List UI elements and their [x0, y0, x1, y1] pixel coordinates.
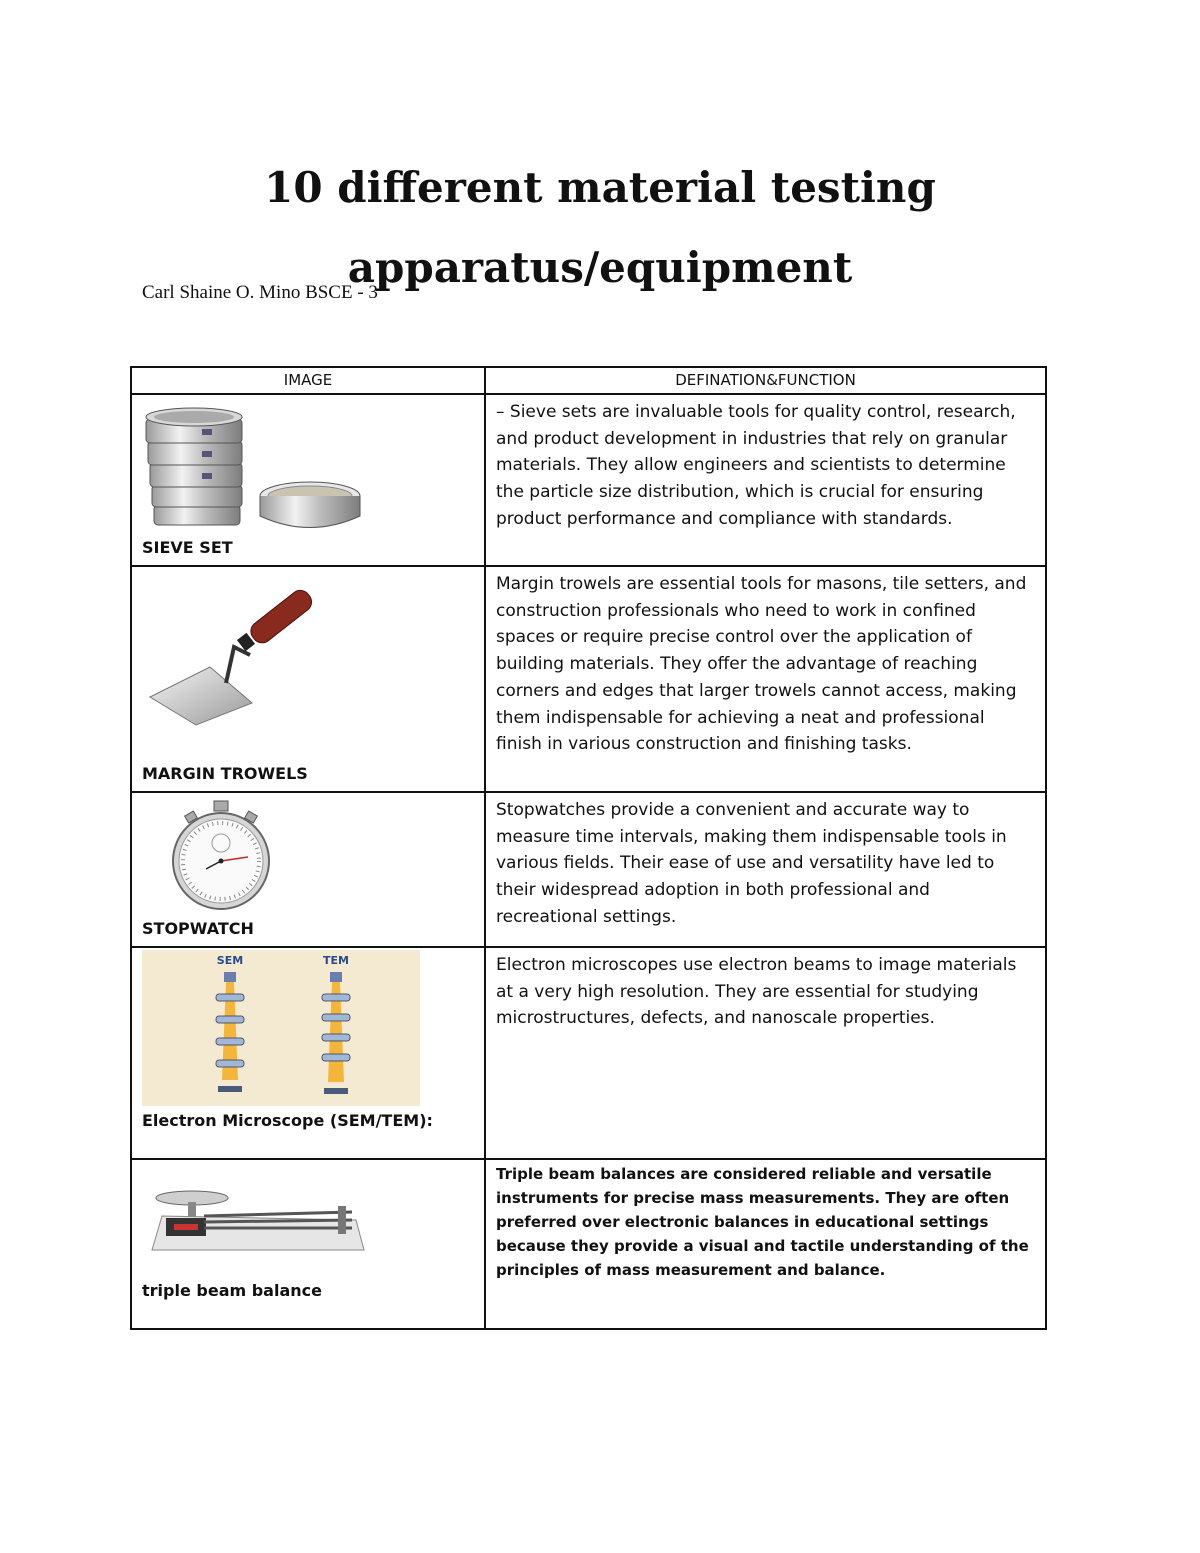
image-cell: [131, 1159, 485, 1329]
item-description: Triple beam balances are considered reliable and versatile instruments for precise mass measurements. They are often preferred over electronic balances in educational settings because they provide a visual and tactile understanding of the principles of mass measurement and balance.: [496, 1165, 1029, 1279]
title-line-2: apparatus/equipment: [347, 243, 853, 292]
image-cell: [131, 394, 485, 566]
table-header-row: [131, 367, 1046, 394]
description-cell: [485, 394, 1046, 566]
equipment-table: [130, 366, 1047, 1330]
triple-beam-balance-icon: [142, 1170, 372, 1270]
item-description: – Sieve sets are invaluable tools for quality control, research, and product development in industries that rely on granular materials. They allow engineers and scientists to determine the particle size distribution, which is crucial for ensuring product performance and compliance with standards.: [496, 402, 1016, 529]
item-description: Electron microscopes use electron beams to image materials at a very high resolution. They are essential for studying microstructures, defects, and nanoscale properties.: [496, 955, 1017, 1029]
table-row: [131, 792, 1046, 947]
author-line: Carl Shaine O. Mino BSCE - 3: [142, 282, 378, 303]
description-cell: [485, 566, 1046, 792]
sieve-set-icon: [142, 401, 367, 541]
table-row: [131, 394, 1046, 566]
item-name: STOPWATCH: [142, 919, 254, 938]
image-cell: [131, 792, 485, 947]
header-definition: DEFINATION&FUNCTION: [485, 367, 1046, 394]
electron-microscope-diagram: [142, 950, 420, 1106]
item-name: triple beam balance: [142, 1281, 322, 1300]
description-cell: [485, 947, 1046, 1159]
item-description: Margin trowels are essential tools for masons, tile setters, and construction professionals who need to work in confined spaces or require precise control over the application of building materials. They offer the advantage of reaching corners and edges that larger trowels cannot access, making them indispensable for achieving a neat and professional finish in various construction and finishing tasks.: [496, 574, 1027, 755]
image-cell: [131, 947, 485, 1159]
margin-trowel-icon: [142, 585, 332, 735]
item-name: SIEVE SET: [142, 538, 233, 557]
item-name: Electron Microscope (SEM/TEM):: [142, 1111, 433, 1130]
title-line-1: 10 different material testing: [264, 163, 936, 212]
item-description: Stopwatches provide a convenient and accurate way to measure time intervals, making them indispensable tools in various fields. Their ease of use and versatility have led to their widespread adoption in both professional and recreational settings.: [496, 800, 1007, 927]
description-cell: [485, 792, 1046, 947]
stopwatch-icon: [166, 799, 276, 911]
item-name: MARGIN TROWELS: [142, 764, 308, 783]
table-row: [131, 947, 1046, 1159]
table-row: [131, 566, 1046, 792]
header-image: IMAGE: [131, 367, 485, 394]
table-row: [131, 1159, 1046, 1329]
description-cell: [485, 1159, 1046, 1329]
tem-label: TEM: [323, 954, 349, 967]
image-cell: [131, 566, 485, 792]
sem-label: SEM: [216, 954, 244, 967]
